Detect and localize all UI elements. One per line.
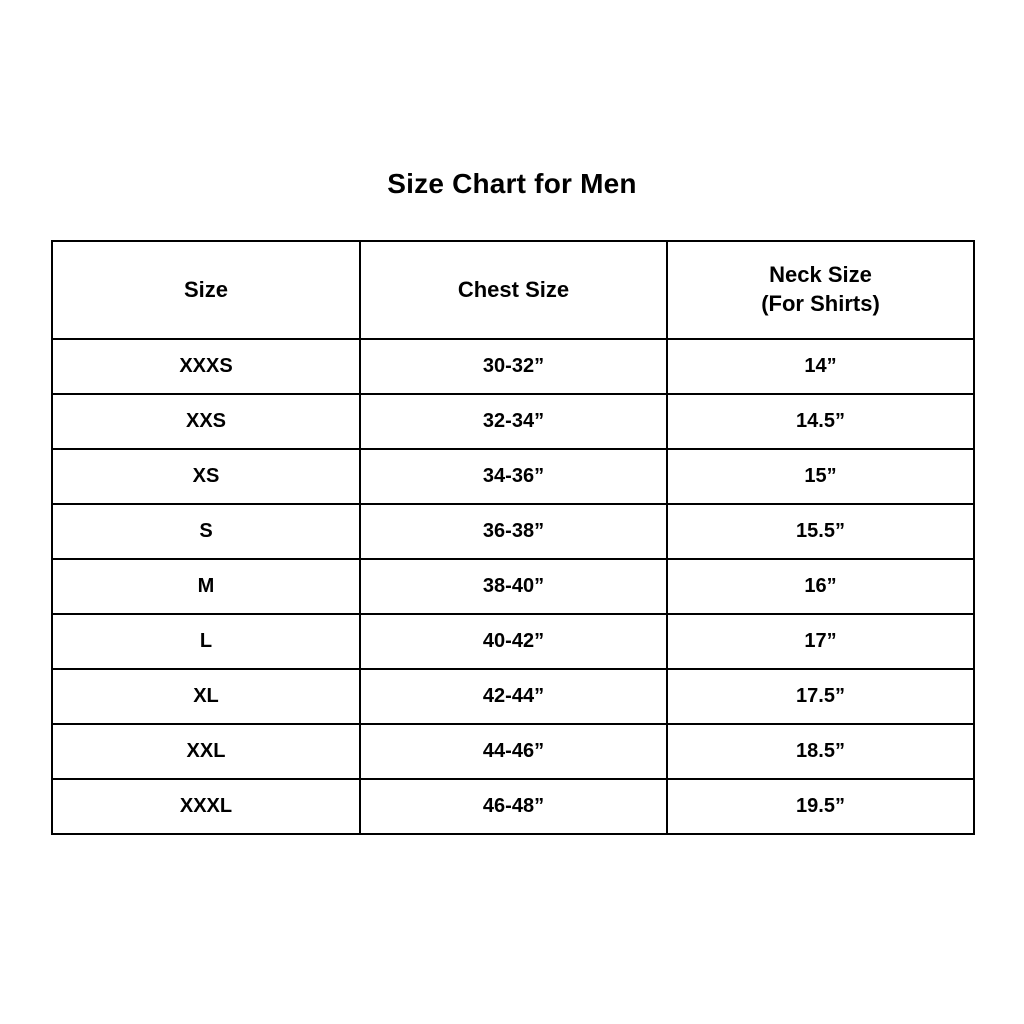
size-chart-table-container: [51, 240, 973, 835]
column-header-chest-size: [360, 241, 667, 339]
cell-chest: 46-48”: [360, 779, 667, 834]
cell-chest: 44-46”: [360, 724, 667, 779]
cell-neck: 17.5”: [667, 669, 974, 724]
cell-chest: 30-32”: [360, 339, 667, 394]
cell-size: XL: [52, 669, 360, 724]
cell-neck: 15.5”: [667, 504, 974, 559]
table-row: [52, 669, 974, 724]
cell-chest: 34-36”: [360, 449, 667, 504]
column-header-chest-size-label: Chest Size: [457, 276, 570, 302]
cell-size: M: [52, 559, 360, 614]
cell-neck: 14.5”: [667, 394, 974, 449]
table-header: [52, 241, 974, 339]
page-title: Size Chart for Men: [387, 168, 637, 199]
column-header-neck-size: [667, 241, 974, 339]
cell-neck: 16”: [667, 559, 974, 614]
column-header-neck-size-label: Neck Size: [769, 262, 872, 288]
cell-size: XXXL: [52, 779, 360, 834]
cell-chest: 36-38”: [360, 504, 667, 559]
cell-size: XS: [52, 449, 360, 504]
cell-size: L: [52, 614, 360, 669]
table-row: [52, 779, 974, 834]
table-row: [52, 394, 974, 449]
column-header-size-label: Size: [183, 276, 229, 302]
table-row: [52, 449, 974, 504]
cell-neck: 19.5”: [667, 779, 974, 834]
cell-neck: 18.5”: [667, 724, 974, 779]
cell-size: XXL: [52, 724, 360, 779]
cell-chest: 42-44”: [360, 669, 667, 724]
cell-neck: 17”: [667, 614, 974, 669]
table-row: [52, 614, 974, 669]
table-row: [52, 504, 974, 559]
cell-neck: 15”: [667, 449, 974, 504]
column-header-size: [52, 241, 360, 339]
column-header-neck-size-sublabel: (For Shirts): [761, 291, 880, 316]
table-row: [52, 559, 974, 614]
size-chart-table: [51, 240, 975, 835]
cell-size: S: [52, 504, 360, 559]
cell-chest: 32-34”: [360, 394, 667, 449]
cell-chest: 40-42”: [360, 614, 667, 669]
table-row: [52, 724, 974, 779]
table-header-row: [52, 241, 974, 339]
cell-neck: 14”: [667, 339, 974, 394]
table-row: [52, 339, 974, 394]
cell-size: XXS: [52, 394, 360, 449]
cell-chest: 38-40”: [360, 559, 667, 614]
cell-size: XXXS: [52, 339, 360, 394]
table-body: [52, 339, 974, 834]
